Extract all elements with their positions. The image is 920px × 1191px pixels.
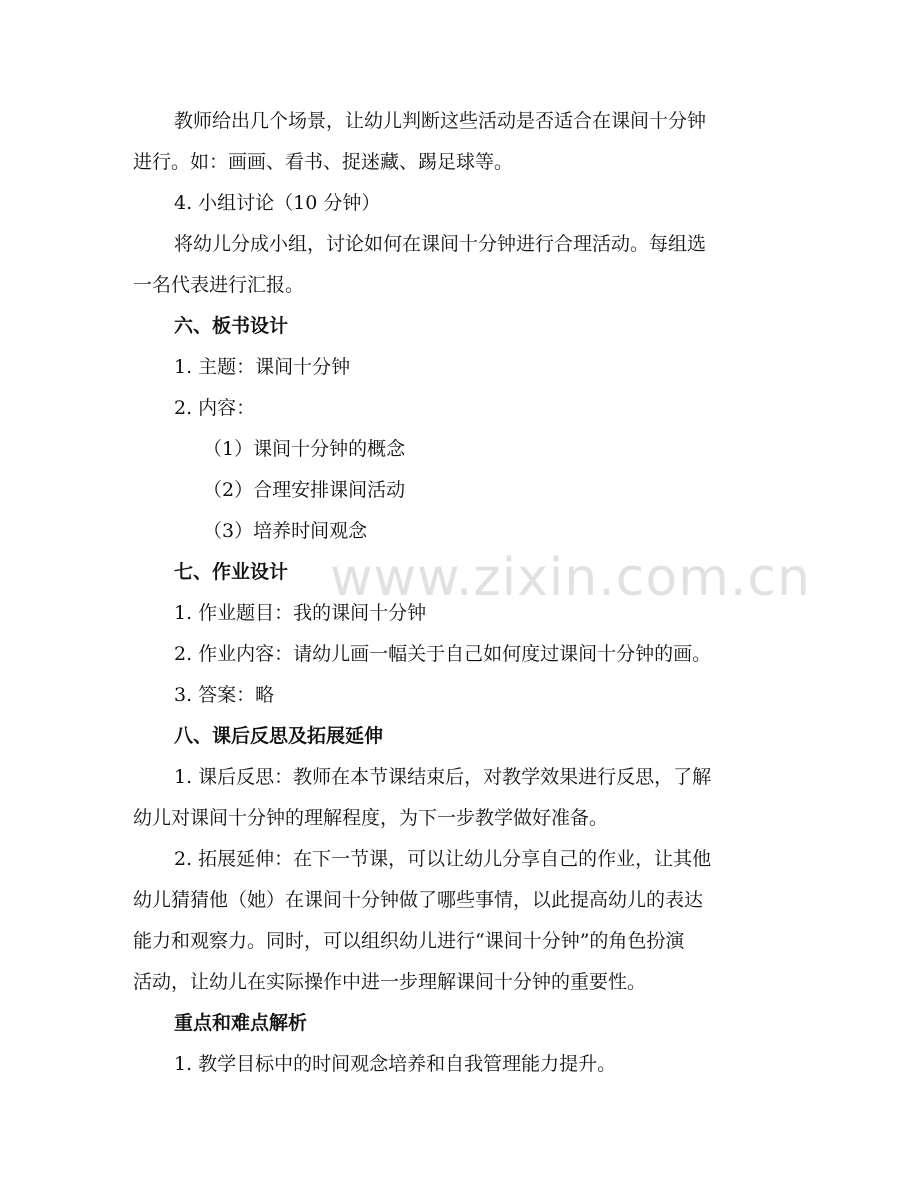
sub-list-item: （3）培养时间观念 [203,520,368,542]
list-item: 1. 作业题目：我的课间十分钟 [174,602,427,624]
section-heading: 七、作业设计 [174,561,289,583]
list-item: 4. 小组讨论（10 分钟） [174,192,381,214]
list-item: 1. 主题：课间十分钟 [174,356,351,378]
paragraph-line: 活动，让幼儿在实际操作中进一步理解课间十分钟的重要性。 [133,971,647,993]
list-item: 1. 课后反思：教师在本节课结束后，对教学效果进行反思，了解 [174,766,712,788]
sub-list-item: （1）课间十分钟的概念 [203,438,406,460]
list-item: 2. 内容： [174,397,256,419]
list-item: 2. 拓展延伸：在下一节课，可以让幼儿分享自己的作业，让其他 [174,848,712,870]
section-heading: 八、课后反思及拓展延伸 [174,725,384,747]
list-item: 1. 教学目标中的时间观念培养和自我管理能力提升。 [174,1053,617,1075]
section-heading: 重点和难点解析 [174,1012,308,1034]
paragraph-line: 一名代表进行汇报。 [133,274,305,296]
paragraph-line: 将幼儿分成小组，讨论如何在课间十分钟进行合理活动。每组选 [174,233,707,255]
list-item: 2. 作业内容：请幼儿画一幅关于自己如何度过课间十分钟的画。 [174,643,712,665]
list-item: 3. 答案：略 [174,684,275,706]
watermark: www.zixin.com.cn [330,548,811,608]
paragraph-line: 幼儿猜猜他（她）在课间十分钟做了哪些事情，以此提高幼儿的表达 [133,889,704,911]
section-heading: 六、板书设计 [174,315,289,337]
paragraph-line: 进行。如：画画、看书、捉迷藏、踢足球等。 [133,151,514,173]
sub-list-item: （2）合理安排课间活动 [203,479,406,501]
paragraph-line: 教师给出几个场景，让幼儿判断这些活动是否适合在课间十分钟 [174,110,707,132]
paragraph-line: 幼儿对课间十分钟的理解程度，为下一步教学做好准备。 [133,807,609,829]
paragraph-line: 能力和观察力。同时，可以组织幼儿进行“课间十分钟”的角色扮演 [133,930,685,952]
